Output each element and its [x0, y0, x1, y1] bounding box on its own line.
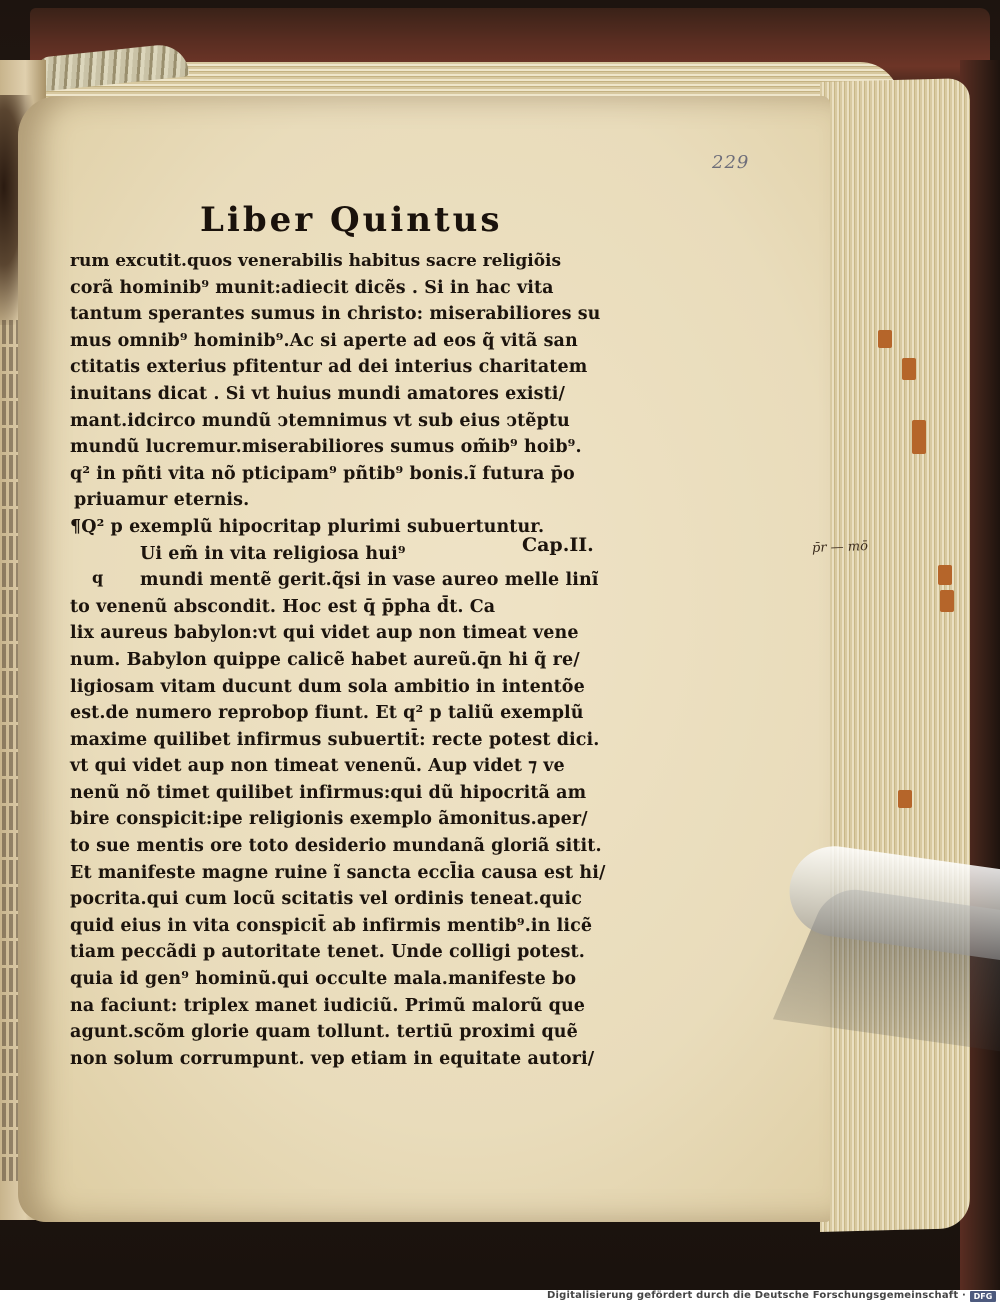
text-line: quia id gen⁹ hominũ.qui occulte mala.manifeste bo [70, 969, 577, 990]
text-line: na faciunt: triplex manet iudiciũ. Primũ malorũ que [70, 995, 586, 1016]
text-line: Et manifeste magne ruine ĩ sancta eccl̄ia causa est hi/ [70, 862, 606, 883]
text-line: to sue mentis ore toto desiderio mundanã gloriã sitit. [70, 836, 602, 857]
page-tab [902, 358, 916, 380]
text-line: rum excutit.quos venerabilis habitus sacre religiõis [70, 251, 562, 271]
text-line: bire conspicit:ipe religionis exemplo ãmonitus.aper/ [70, 809, 588, 830]
footer-bar [0, 1290, 1000, 1304]
text-line: mus omnib⁹ hominib⁹.Ac si aperte ad eos q̃ vitã san [70, 330, 578, 351]
text-line: to venenũ abscondit. Hoc est q̄ p̄pha d̄t. Ca [70, 596, 496, 617]
text-line: est.de numero reprobop fiunt. Et q² p taliũ exemplũ [70, 703, 584, 724]
dfg-logo: DFG [970, 1291, 996, 1302]
marginal-note: p̄r — mō [811, 539, 869, 556]
text-line: maxime quilibet infirmus subuertit̄: recte potest dici. [70, 729, 600, 750]
text-line: vt qui videt aup non timeat venenũ. Aup videt ⁊ ve [70, 756, 565, 777]
text-line: quid eius in vita conspicit̄ ab infirmis mentib⁹.in licẽ [70, 915, 593, 936]
text-line: nenũ nõ timet quilibet infirmus:qui dũ hipocritã am [70, 782, 587, 803]
text-line: inuitans dicat . Si vt huius mundi amatores existi/ [70, 383, 566, 404]
text-line: lix aureus babylon:vt qui videt aup non timeat vene [70, 623, 579, 644]
text-line: ctitatis exterius pfitentur ad dei interius charitatem [70, 357, 588, 378]
chapter-heading: ¶Q² p exemplũ hipocritap plurimi subuertuntur. [70, 516, 545, 537]
page-block-fore-edge [820, 78, 970, 1232]
text-line: corã hominib⁹ munit:adiecit dicẽs . Si in hac vita [70, 277, 554, 298]
text-line: agunt.scõm glorie quam tollunt. tertiū proximi quẽ [70, 1022, 578, 1043]
page-tab [938, 565, 952, 585]
funding-credit: Digitalisierung gefördert durch die Deutsche Forschungsgemeinschaft · [547, 1290, 966, 1301]
page-tab [912, 420, 926, 454]
running-head: Liber Quintus [200, 200, 503, 240]
text-line: q² in pñti vita nõ pticipam⁹ pñtib⁹ bonis.ĩ futura p̄o [70, 463, 575, 484]
chapter-mark: Cap.II. [522, 534, 594, 556]
guide-letter: q [92, 568, 104, 587]
text-line: non solum corrumpunt. vep etiam in equitate autori/ [70, 1048, 595, 1069]
folio-number: 229 [712, 152, 750, 173]
text-line: pocrita.qui cum locũ scitatis vel ordinis teneat.quic [70, 889, 582, 910]
text-line: mundũ lucremur.miserabiliores sumus om̃ib⁹ hoib⁹. [70, 437, 582, 458]
text-line: tantum sperantes sumus in christo: miserabiliores su [70, 304, 601, 325]
page-tab [878, 330, 892, 348]
text-line: priuamur eternis. [74, 490, 250, 511]
text-block [70, 248, 630, 1072]
text-line: tiam peccãdi p autoritate tenet. Unde colligi potest. [70, 942, 585, 963]
text-line: num. Babylon quippe calicẽ habet aureũ.q̄n hi q̃ re/ [70, 649, 580, 670]
page-tab [940, 590, 954, 612]
text-line: mant.idcirco mundũ ↄtemnimus vt sub eius ↄtẽptu [70, 410, 570, 431]
chapter-opening-line: Ui em̃ in vita religiosa hui⁹ [140, 543, 406, 564]
page-tab [898, 790, 912, 808]
text-line: ligiosam vitam ducunt dum sola ambitio in intentõe [70, 676, 585, 697]
text-line: mundi mentẽ gerit.q̃si in vase aureo melle linĩ [140, 570, 599, 591]
